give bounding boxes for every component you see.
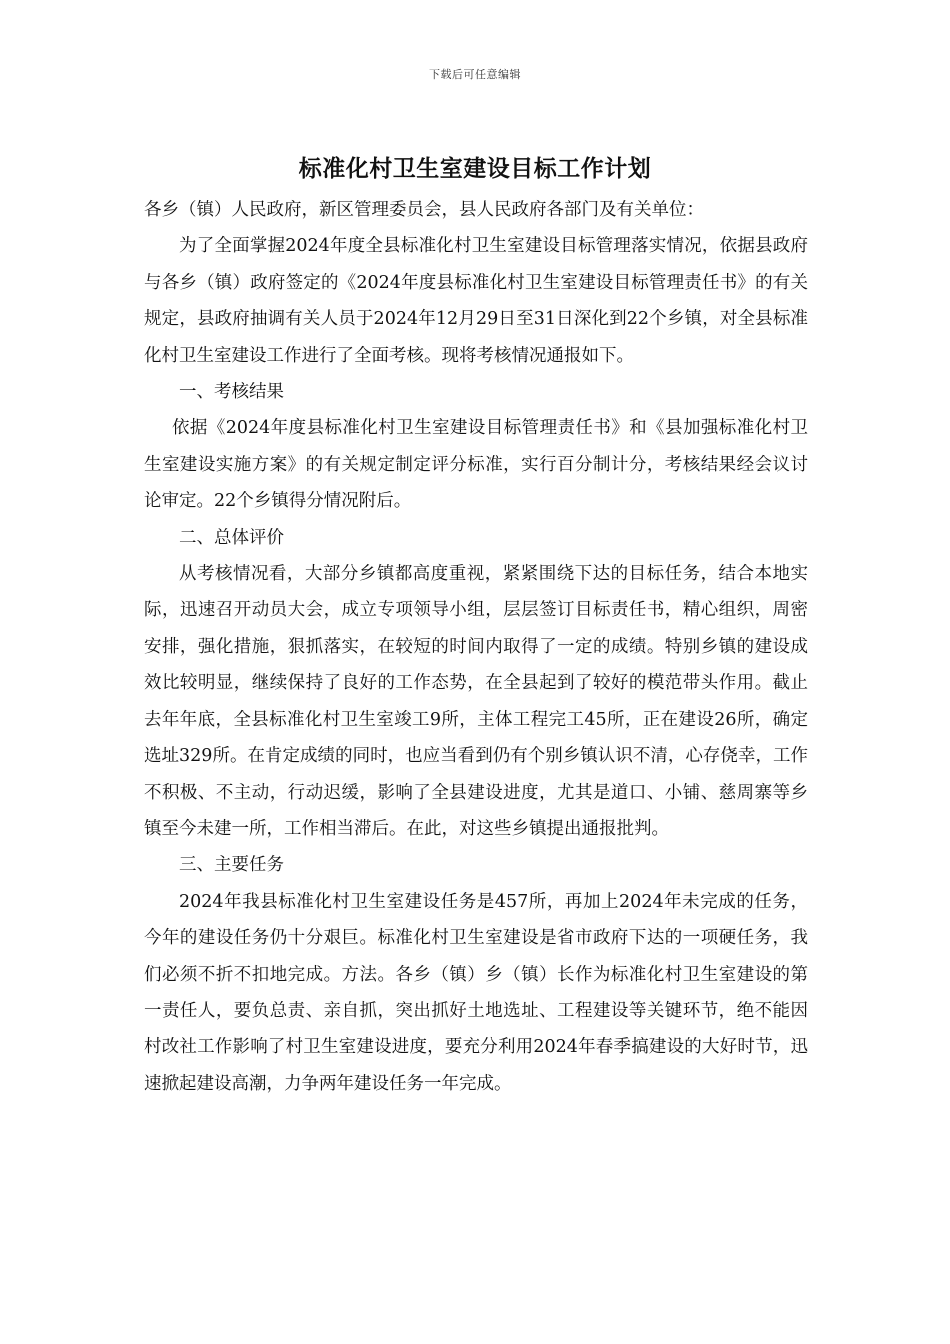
section-heading-3: 三、主要任务: [179, 855, 284, 876]
section-text-3: 2024年我县标准化村卫生室建设任务是457所，再加上2024年未完成的任务，今年的建设任务仍十分艰巨。标准化村卫生室建设是省市政府下达的一项硬任务，我们必须不折不扣地完成。方法。各乡（镇）乡（镇）长作为标准化村卫生室建设的第一责任人，要负总责、亲自抓，突出抓好土地选址、工程建设等关键环节，绝不能因村改社工作影响了村卫生室建设进度，要充分利用2024年春季搞建设的大好时节，迅速掀起建设高潮，力争两年建设任务一年完成。: [144, 891, 808, 1094]
section-text-2: 从考核情况看，大部分乡镇都高度重视，紧紧围绕下达的目标任务，结合本地实际，迅速召开动员大会，成立专项领导小组，层层签订目标责任书，精心组织，周密安排，强化措施，狠抓落实，在较短的时间内取得了一定的成绩。特别乡镇的建设成效比较明显，继续保持了良好的工作态势，在全县起到了较好的模范带头作用。截止去年年底，全县标准化村卫生室竣工9所，主体工程完工45所，正在建设26所，确定选址329所。在肯定成绩的同时，也应当看到仍有个别乡镇认识不清，心存侥幸，工作不积极、不主动，行动迟缓，影响了全县建设进度，尤其是道口、小铺、慈周寨等乡镇至今未建一所，工作相当滞后。在此，对这些乡镇提出通报批判。: [144, 564, 808, 839]
intro-paragraph: 为了全面掌握2024年度全县标准化村卫生室建设目标管理落实情况，依据县政府与各乡（镇）政府签定的《2024年度县标准化村卫生室建设目标管理责任书》的有关规定，县政府抽调有关人员于2024年12月29日至31日深化到22个乡镇，对全县标准化村卫生室建设工作进行了全面考核。现将考核情况通报如下。: [144, 236, 808, 366]
document-title: 标准化村卫生室建设目标工作计划: [298, 156, 652, 182]
section-text-1: 依据《2024年度县标准化村卫生室建设目标管理责任书》和《县加强标准化村卫生室建设实施方案》的有关规定制定评分标准，实行百分制计分，考核结果经会议讨论审定。22个乡镇得分情况附后。: [144, 418, 808, 512]
document-body: [144, 192, 808, 1102]
header-note: 下载后可任意编辑: [429, 68, 521, 81]
section-heading-1: 一、考核结果: [179, 382, 284, 403]
salutation: 各乡（镇）人民政府，新区管理委员会，县人民政府各部门及有关单位：: [144, 200, 704, 220]
section-heading-2: 二、总体评价: [179, 527, 284, 548]
